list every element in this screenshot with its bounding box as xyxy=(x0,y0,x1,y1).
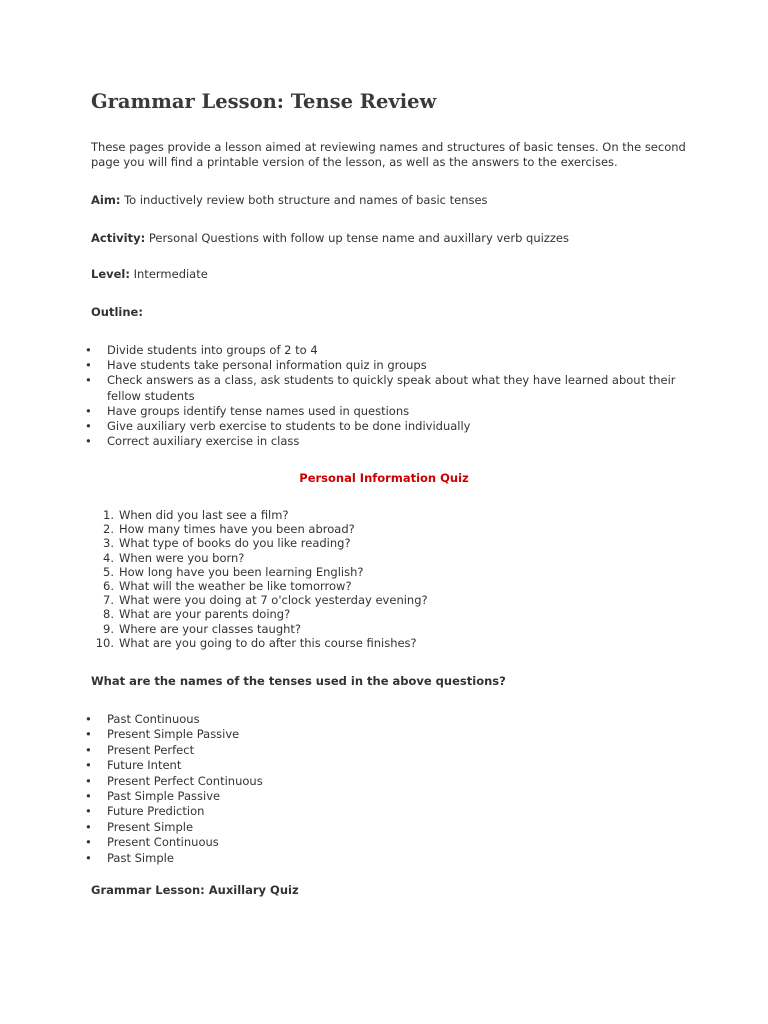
bullet-icon: • xyxy=(85,343,92,357)
list-item: • Have groups identify tense names used in questions xyxy=(85,403,410,418)
list-item: • Future Intent xyxy=(85,758,182,773)
list-item: • Future Prediction xyxy=(85,804,205,819)
list-item: 9. Where are your classes taught? xyxy=(103,621,302,636)
bullet-icon: • xyxy=(85,403,92,418)
bullet-icon: • xyxy=(85,419,92,434)
list-item: • Divide students into groups of 2 to 4 xyxy=(85,343,318,357)
page-title: Grammar Lesson: Tense Review xyxy=(91,90,437,113)
intro-paragraph: These pages provide a lesson aimed at reviewing names and structures of basic tenses. On the second page you will find a printable version of the lesson, as well as the answers to the exercises. xyxy=(91,140,686,169)
list-item: 10. What are you going to do after this course finishes? xyxy=(95,635,417,650)
list-item: • Present Simple Passive xyxy=(85,727,240,742)
list-item: 1. When did you last see a film? xyxy=(103,508,289,522)
aim-label: Aim: xyxy=(91,193,121,207)
bullet-icon: • xyxy=(85,835,92,850)
bullet-icon: • xyxy=(85,434,92,449)
auxillary-quiz-heading: Grammar Lesson: Auxillary Quiz xyxy=(91,883,299,897)
level-line xyxy=(91,267,208,282)
bullet-icon: • xyxy=(85,789,92,804)
bullet-icon: • xyxy=(85,804,92,819)
list-item: • Have students take personal information quiz in groups xyxy=(85,358,427,373)
list-item: • Present Simple xyxy=(85,819,194,834)
list-item: • Correct auxiliary exercise in class xyxy=(85,434,300,449)
list-item: 2. How many times have you been abroad? xyxy=(103,522,355,537)
outline-heading: Outline: xyxy=(91,305,143,319)
quiz-question-list xyxy=(0,508,428,650)
list-item: • Check answers as a class, ask students to quickly speak about what they have learned about their fellow students xyxy=(85,373,676,403)
list-item: 4. When were you born? xyxy=(103,550,245,565)
activity-text: Personal Questions with follow up tense name and auxillary verb quizzes xyxy=(145,231,569,245)
bullet-icon: • xyxy=(85,358,92,373)
bullet-icon: • xyxy=(85,850,92,865)
activity-label: Activity: xyxy=(91,231,146,245)
bullet-icon: • xyxy=(85,819,92,834)
list-item: • Give auxiliary verb exercise to students to be done individually xyxy=(85,419,471,434)
list-item: 5. How long have you been learning English? xyxy=(103,564,364,579)
list-item: • Present Continuous xyxy=(85,835,219,850)
tenses-question-heading: What are the names of the tenses used in the above questions? xyxy=(91,674,506,688)
bullet-icon: • xyxy=(85,773,92,788)
aim-line xyxy=(91,193,488,208)
list-item: • Past Simple xyxy=(85,850,174,865)
tenses-list xyxy=(0,712,682,866)
aim-text: To inductively review both structure and names of basic tenses xyxy=(120,193,488,207)
list-item: 6. What will the weather be like tomorrow? xyxy=(103,579,352,594)
level-text: Intermediate xyxy=(129,267,208,281)
list-item: • Past Continuous xyxy=(85,712,200,726)
outline-list xyxy=(0,343,682,449)
bullet-icon: • xyxy=(85,373,92,388)
list-item: 3. What type of books do you like reading? xyxy=(103,536,351,551)
level-label: Level: xyxy=(91,267,130,281)
list-item: • Present Perfect xyxy=(85,742,195,757)
bullet-icon: • xyxy=(85,712,92,726)
list-item: • Past Simple Passive xyxy=(85,789,221,804)
list-item: 8. What are your parents doing? xyxy=(103,607,291,622)
bullet-icon: • xyxy=(85,758,92,773)
list-item: • Present Perfect Continuous xyxy=(85,773,263,788)
quiz-heading: Personal Information Quiz xyxy=(299,471,469,485)
activity-line xyxy=(91,231,569,246)
list-item: 7. What were you doing at 7 o'clock yesterday evening? xyxy=(103,593,428,608)
bullet-icon: • xyxy=(85,742,92,757)
bullet-icon: • xyxy=(85,727,92,742)
